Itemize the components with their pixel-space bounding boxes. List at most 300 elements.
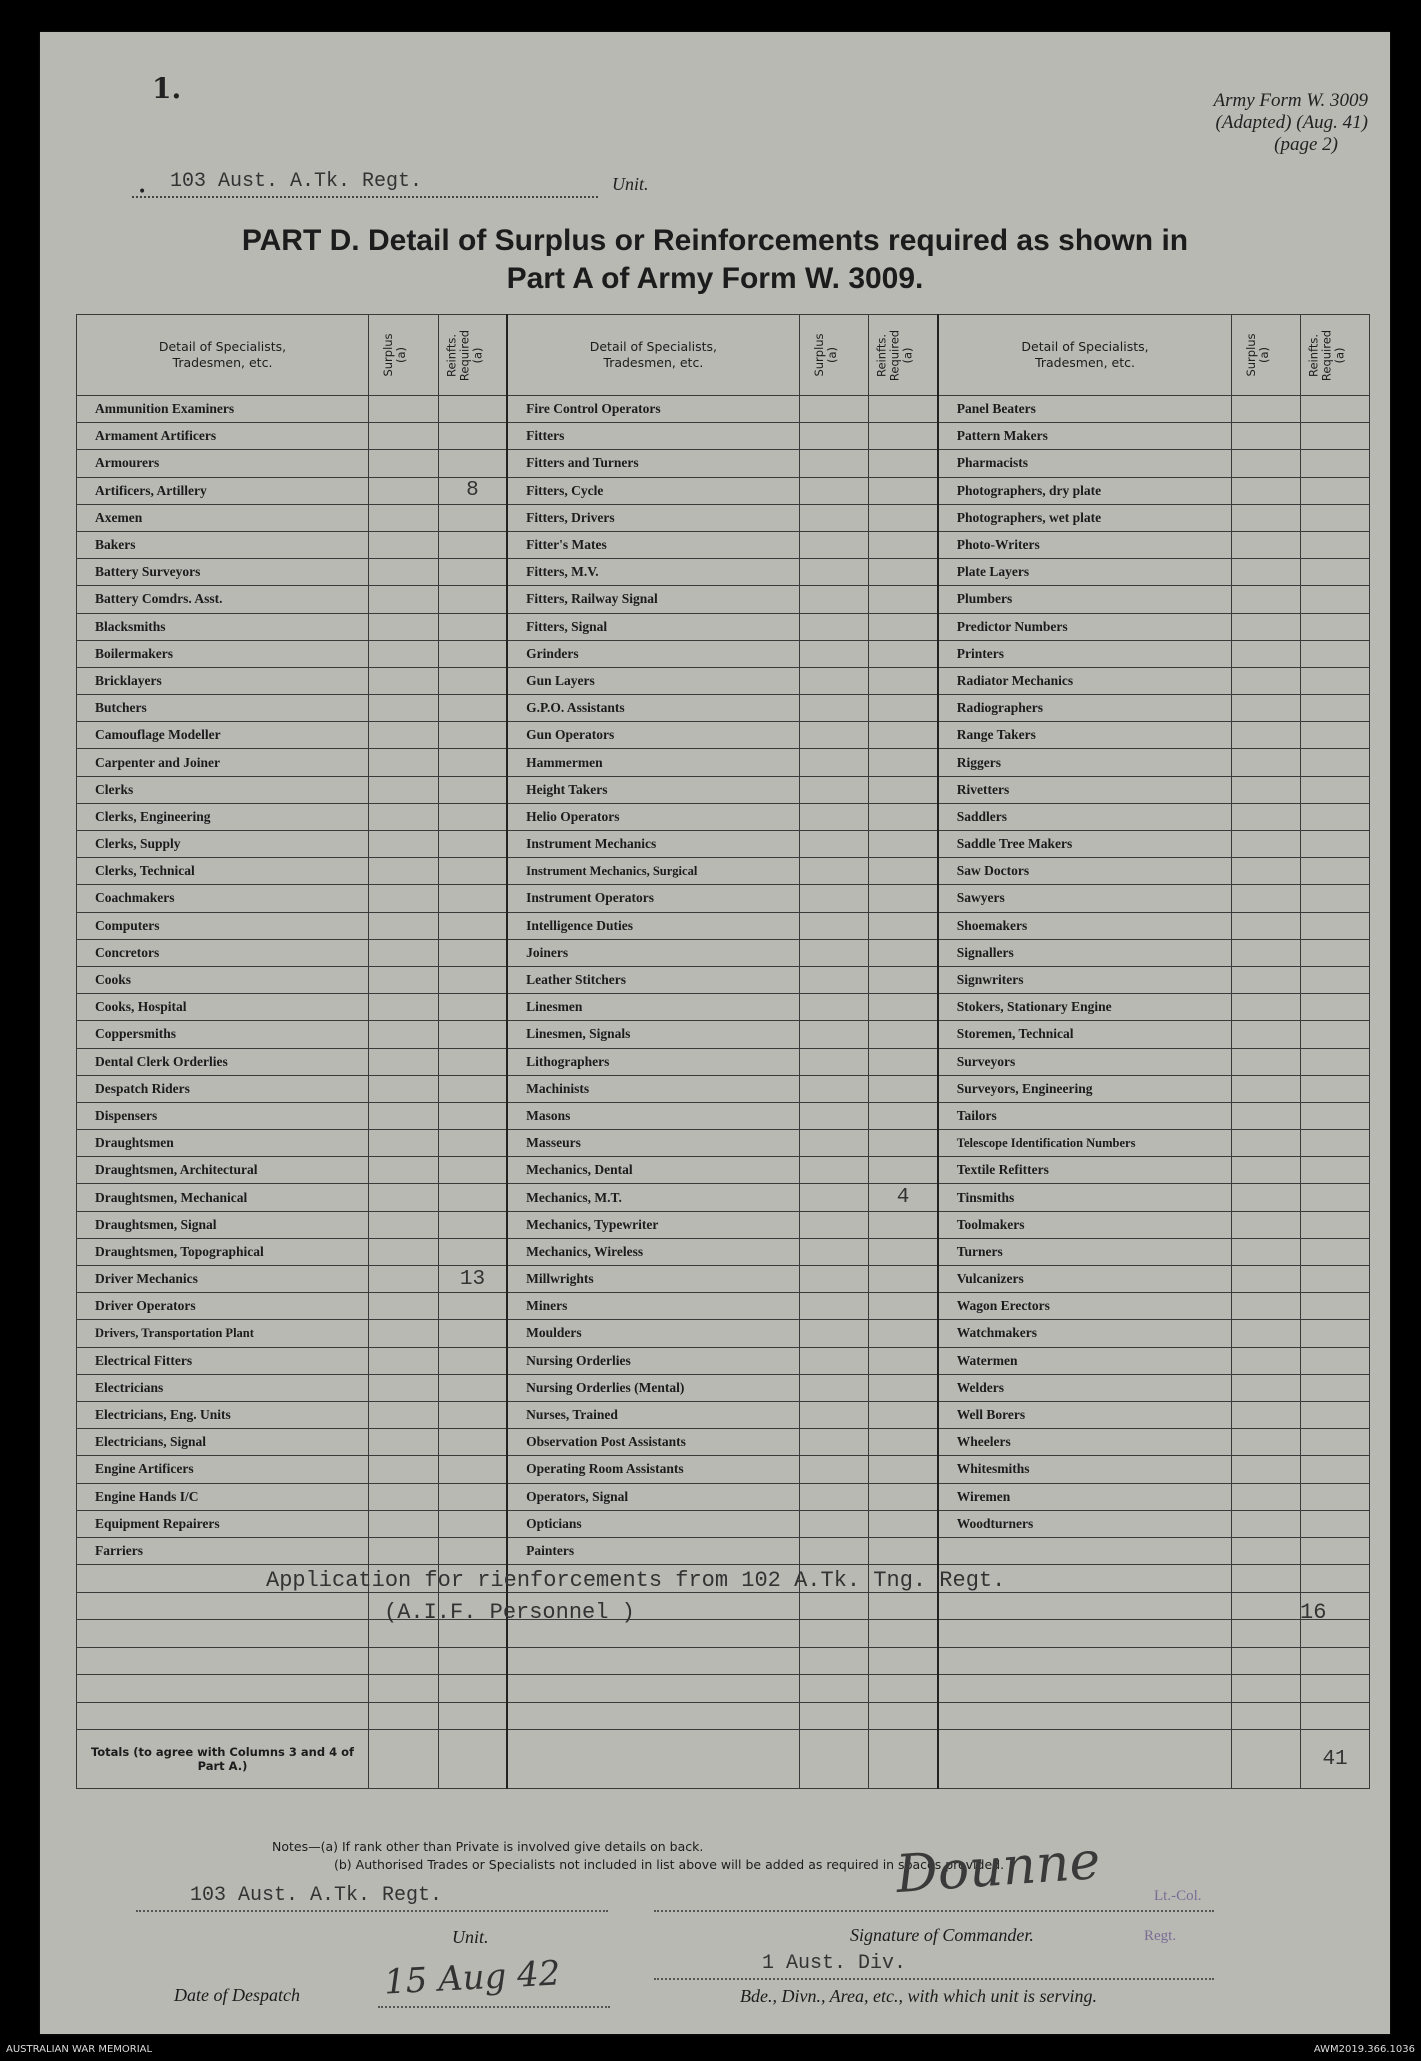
reinfts-cell <box>438 1429 507 1456</box>
surplus-cell <box>799 1211 869 1238</box>
blank-cell <box>799 1647 869 1675</box>
surplus-cell <box>1232 1048 1301 1075</box>
reinfts-cell <box>438 586 507 613</box>
specialist-name: Bricklayers <box>77 667 369 694</box>
surplus-cell <box>368 1130 438 1157</box>
surplus-cell <box>799 1048 869 1075</box>
blank-cell <box>1301 1675 1370 1703</box>
specialist-name: Signwriters <box>938 966 1232 993</box>
specialist-name: Engine Hands I/C <box>77 1483 369 1510</box>
table-row <box>77 1021 1370 1048</box>
table-row <box>77 1048 1370 1075</box>
specialist-name: Dispensers <box>77 1102 369 1129</box>
totals-cell <box>1232 1730 1301 1789</box>
reinfts-cell <box>1301 1510 1370 1537</box>
reinfts-cell <box>1301 994 1370 1021</box>
surplus-cell <box>368 396 438 423</box>
table-row <box>77 640 1370 667</box>
surplus-cell <box>799 1130 869 1157</box>
specialist-name: Clerks <box>77 776 369 803</box>
surplus-cell <box>799 477 869 504</box>
stamp-rank: Lt.-Col. <box>1154 1888 1202 1904</box>
table-row <box>77 1537 1370 1564</box>
surplus-cell <box>368 1157 438 1184</box>
reinfts-cell <box>1301 450 1370 477</box>
surplus-cell <box>1232 1238 1301 1265</box>
specialist-name: Lithographers <box>507 1048 799 1075</box>
table-row <box>77 1429 1370 1456</box>
surplus-cell <box>799 912 869 939</box>
surplus-cell <box>368 1429 438 1456</box>
table-row <box>77 613 1370 640</box>
surplus-cell <box>799 831 869 858</box>
surplus-cell <box>368 559 438 586</box>
specialist-name: Vulcanizers <box>938 1266 1232 1293</box>
blank-row <box>77 1647 1370 1675</box>
specialist-name: Machinists <box>507 1075 799 1102</box>
surplus-cell <box>368 803 438 830</box>
form-identifier <box>1214 90 1368 156</box>
stamp-regt: Regt. <box>1144 1928 1177 1944</box>
header-surplus-3: Surplus (a) <box>1232 315 1301 396</box>
table-row <box>77 396 1370 423</box>
table-row <box>77 885 1370 912</box>
table-row <box>77 559 1370 586</box>
specialist-name: Saddlers <box>938 803 1232 830</box>
blank-cell <box>1232 1675 1301 1703</box>
header-reinfts-3: Reinfts. Required (a) <box>1301 315 1370 396</box>
totals-row <box>77 1730 1370 1789</box>
surplus-cell <box>799 531 869 558</box>
table-row <box>77 1102 1370 1129</box>
reinfts-cell <box>1301 559 1370 586</box>
reinfts-cell <box>869 1157 938 1184</box>
specialist-name: Signallers <box>938 939 1232 966</box>
surplus-cell <box>368 831 438 858</box>
reinfts-cell <box>1301 531 1370 558</box>
blank-cell <box>368 1702 438 1730</box>
surplus-cell <box>799 858 869 885</box>
specialist-name: Tinsmiths <box>938 1184 1232 1211</box>
reinfts-cell <box>1301 1157 1370 1184</box>
specialist-name: Instrument Mechanics <box>507 831 799 858</box>
specialist-name: Coppersmiths <box>77 1021 369 1048</box>
form-page <box>40 32 1390 2034</box>
surplus-cell <box>368 423 438 450</box>
specialist-name: Draughtsmen, Signal <box>77 1211 369 1238</box>
reinfts-cell <box>1301 1320 1370 1347</box>
specialist-name: Range Takers <box>938 722 1232 749</box>
specialist-name: Despatch Riders <box>77 1075 369 1102</box>
table-row <box>77 1483 1370 1510</box>
reinfts-cell <box>869 559 938 586</box>
reinfts-cell <box>1301 1266 1370 1293</box>
typed-personnel: (A.I.F. Personnel ) <box>384 1600 635 1625</box>
specialist-name: Wheelers <box>938 1429 1232 1456</box>
table-row <box>77 1238 1370 1265</box>
specialist-name: Saddle Tree Makers <box>938 831 1232 858</box>
specialist-name: Radiator Mechanics <box>938 667 1232 694</box>
specialist-name: Wiremen <box>938 1483 1232 1510</box>
surplus-cell <box>1232 912 1301 939</box>
reinfts-cell <box>869 1021 938 1048</box>
surplus-cell <box>368 1347 438 1374</box>
blank-cell <box>799 1620 869 1648</box>
note-a: Notes—(a) If rank other than Private is involved give details on back. <box>272 1839 704 1854</box>
reinfts-cell <box>438 504 507 531</box>
surplus-cell <box>368 722 438 749</box>
surplus-cell <box>368 1537 438 1564</box>
reinfts-cell <box>1301 1293 1370 1320</box>
reinfts-cell <box>869 1293 938 1320</box>
reinfts-cell <box>438 1483 507 1510</box>
surplus-cell <box>799 994 869 1021</box>
totals-label: Totals (to agree with Columns 3 and 4 of Part A.) <box>77 1730 369 1789</box>
surplus-cell <box>1232 1347 1301 1374</box>
surplus-cell <box>368 1483 438 1510</box>
blank-cell <box>77 1675 369 1703</box>
surplus-cell <box>1232 966 1301 993</box>
surplus-cell <box>799 1293 869 1320</box>
surplus-cell <box>1232 722 1301 749</box>
footer-unit-value: 103 Aust. A.Tk. Regt. <box>190 1884 443 1907</box>
footer-unit-label: Unit. <box>452 1927 489 1947</box>
reinfts-cell <box>869 722 938 749</box>
reinfts-cell <box>1301 1456 1370 1483</box>
top-mark: 1. <box>152 72 182 105</box>
reinfts-cell <box>438 776 507 803</box>
reinfts-cell <box>869 695 938 722</box>
surplus-cell <box>799 1401 869 1428</box>
surplus-cell <box>1232 1157 1301 1184</box>
reinfts-cell <box>1301 1102 1370 1129</box>
specialist-name: Clerks, Engineering <box>77 803 369 830</box>
surplus-cell <box>368 1211 438 1238</box>
division-label: Bde., Divn., Area, etc., with which unit is serving. <box>740 1986 1097 2006</box>
reinfts-cell <box>438 1456 507 1483</box>
surplus-cell <box>799 695 869 722</box>
surplus-cell <box>368 749 438 776</box>
reinfts-cell: 8 <box>438 477 507 504</box>
specialist-name: Draughtsmen, Architectural <box>77 1157 369 1184</box>
totals-cell <box>799 1730 869 1789</box>
reinfts-cell <box>869 1320 938 1347</box>
specialist-name: Watchmakers <box>938 1320 1232 1347</box>
surplus-cell <box>1232 1130 1301 1157</box>
blank-cell <box>77 1647 369 1675</box>
specialist-name: Fitters, Signal <box>507 613 799 640</box>
specialist-name: Cooks <box>77 966 369 993</box>
specialist-name: Textile Refitters <box>938 1157 1232 1184</box>
table-row <box>77 831 1370 858</box>
reinfts-cell <box>438 722 507 749</box>
blank-cell <box>1232 1565 1301 1593</box>
reinfts-cell <box>869 586 938 613</box>
surplus-cell <box>1232 1184 1301 1211</box>
reinfts-cell <box>438 1021 507 1048</box>
surplus-cell <box>1232 586 1301 613</box>
archive-footer-left: AUSTRALIAN WAR MEMORIAL <box>6 2044 153 2055</box>
table-row <box>77 749 1370 776</box>
surplus-cell <box>368 1401 438 1428</box>
specialist-name: Height Takers <box>507 776 799 803</box>
reinfts-cell <box>438 640 507 667</box>
specialist-name: Fitters and Turners <box>507 450 799 477</box>
reinfts-cell <box>1301 912 1370 939</box>
table-row <box>77 1510 1370 1537</box>
surplus-cell <box>368 450 438 477</box>
blank-cell <box>368 1675 438 1703</box>
reinfts-cell <box>438 1320 507 1347</box>
reinfts-cell <box>869 613 938 640</box>
reinfts-cell <box>1301 1401 1370 1428</box>
header-reinfts-2: Reinfts. Required (a) <box>869 315 938 396</box>
blank-cell <box>1232 1592 1301 1620</box>
signature-label: Signature of Commander. <box>850 1925 1034 1945</box>
surplus-cell <box>799 396 869 423</box>
specialist-name: Clerks, Technical <box>77 858 369 885</box>
unit-field <box>132 170 649 198</box>
specialist-name: Stokers, Stationary Engine <box>938 994 1232 1021</box>
header-spec-2: Detail of Specialists, Tradesmen, etc. <box>507 315 799 396</box>
table-row <box>77 1347 1370 1374</box>
surplus-cell <box>799 640 869 667</box>
surplus-cell <box>1232 504 1301 531</box>
blank-cell <box>438 1647 507 1675</box>
reinfts-cell <box>438 1374 507 1401</box>
reinfts-cell <box>1301 1347 1370 1374</box>
reinfts-cell <box>869 1211 938 1238</box>
specialist-name: Well Borers <box>938 1401 1232 1428</box>
reinfts-cell <box>1301 803 1370 830</box>
surplus-cell <box>799 803 869 830</box>
specialist-name: Leather Stitchers <box>507 966 799 993</box>
surplus-cell <box>799 559 869 586</box>
blank-cell <box>799 1702 869 1730</box>
specialist-name: Concretors <box>77 939 369 966</box>
specialist-name: Operators, Signal <box>507 1483 799 1510</box>
reinfts-cell <box>869 1238 938 1265</box>
table-row <box>77 1184 1370 1211</box>
reinfts-cell <box>438 749 507 776</box>
blank-cell <box>869 1647 938 1675</box>
surplus-cell <box>1232 1374 1301 1401</box>
surplus-cell <box>368 531 438 558</box>
table-row <box>77 667 1370 694</box>
specialist-name: Printers <box>938 640 1232 667</box>
reinfts-cell <box>1301 586 1370 613</box>
surplus-cell <box>368 1510 438 1537</box>
blank-cell <box>938 1675 1232 1703</box>
specialist-name: Battery Surveyors <box>77 559 369 586</box>
reinfts-cell <box>869 477 938 504</box>
reinfts-cell <box>869 450 938 477</box>
reinfts-cell <box>1301 667 1370 694</box>
specialist-name: Electricians <box>77 1374 369 1401</box>
surplus-cell <box>799 1374 869 1401</box>
specialist-name: Photo-Writers <box>938 531 1232 558</box>
blank-row <box>77 1592 1370 1620</box>
blank-cell <box>869 1592 938 1620</box>
blank-row <box>77 1702 1370 1730</box>
table-row <box>77 423 1370 450</box>
specialist-name: Storemen, Technical <box>938 1021 1232 1048</box>
reinfts-cell <box>1301 1483 1370 1510</box>
specialist-name: Moulders <box>507 1320 799 1347</box>
specialist-name: Watermen <box>938 1347 1232 1374</box>
reinfts-cell <box>869 994 938 1021</box>
table-row <box>77 722 1370 749</box>
blank-cell <box>1232 1702 1301 1730</box>
surplus-cell <box>799 423 869 450</box>
specialist-name: Mechanics, Dental <box>507 1157 799 1184</box>
table-row <box>77 1211 1370 1238</box>
form-id-line3: (page 2) <box>1274 134 1338 155</box>
totals-value: 41 <box>1301 1730 1370 1789</box>
surplus-cell <box>799 749 869 776</box>
reinfts-cell <box>438 966 507 993</box>
reinfts-cell <box>1301 1238 1370 1265</box>
surplus-cell <box>799 966 869 993</box>
reinfts-cell <box>438 423 507 450</box>
surplus-cell <box>1232 939 1301 966</box>
table-row <box>77 531 1370 558</box>
reinfts-cell <box>869 1075 938 1102</box>
specialist-name: Rivetters <box>938 776 1232 803</box>
surplus-cell <box>368 858 438 885</box>
specialist-name: Draughtsmen <box>77 1130 369 1157</box>
typed-count-16: 16 <box>1300 1600 1327 1625</box>
blank-cell <box>869 1702 938 1730</box>
specialist-name: Cooks, Hospital <box>77 994 369 1021</box>
surplus-cell <box>1232 450 1301 477</box>
surplus-cell <box>799 1075 869 1102</box>
specialist-name: Driver Mechanics <box>77 1266 369 1293</box>
reinfts-cell <box>869 1347 938 1374</box>
reinfts-cell <box>438 858 507 885</box>
surplus-cell <box>368 1456 438 1483</box>
blank-cell <box>507 1675 799 1703</box>
specialist-name: Shoemakers <box>938 912 1232 939</box>
surplus-cell <box>368 1293 438 1320</box>
surplus-cell <box>1232 885 1301 912</box>
reinfts-cell <box>438 1048 507 1075</box>
surplus-cell <box>368 586 438 613</box>
specialist-name: Farriers <box>77 1537 369 1564</box>
specialist-name: Butchers <box>77 695 369 722</box>
specialist-name: Wagon Erectors <box>938 1293 1232 1320</box>
specialist-name: Engine Artificers <box>77 1456 369 1483</box>
reinfts-cell <box>1301 504 1370 531</box>
specialist-name: Gun Layers <box>507 667 799 694</box>
surplus-cell <box>799 1510 869 1537</box>
table-row <box>77 477 1370 504</box>
reinfts-cell <box>438 1184 507 1211</box>
surplus-cell <box>368 912 438 939</box>
reinfts-cell <box>1301 1048 1370 1075</box>
surplus-cell <box>799 504 869 531</box>
table-row <box>77 1266 1370 1293</box>
specialist-name: Photographers, wet plate <box>938 504 1232 531</box>
specialist-name: Mechanics, Typewriter <box>507 1211 799 1238</box>
surplus-cell <box>1232 640 1301 667</box>
reinfts-cell <box>869 1266 938 1293</box>
totals-cell <box>438 1730 507 1789</box>
surplus-cell <box>799 1320 869 1347</box>
reinfts-cell <box>438 613 507 640</box>
surplus-cell <box>799 586 869 613</box>
surplus-cell <box>799 1537 869 1564</box>
surplus-cell <box>368 667 438 694</box>
surplus-cell <box>1232 396 1301 423</box>
surplus-cell <box>1232 1075 1301 1102</box>
specialist-name: Fitters, M.V. <box>507 559 799 586</box>
specialist-name: Nursing Orderlies <box>507 1347 799 1374</box>
surplus-cell <box>1232 667 1301 694</box>
title-line1: PART D. Detail of Surplus or Reinforcements required as shown in <box>241 224 1189 257</box>
surplus-cell <box>368 885 438 912</box>
surplus-cell <box>799 1429 869 1456</box>
surplus-cell <box>368 1075 438 1102</box>
blank-cell <box>938 1647 1232 1675</box>
reinfts-cell <box>1301 1374 1370 1401</box>
blank-cell <box>938 1592 1232 1620</box>
reinfts-cell <box>869 1483 938 1510</box>
surplus-cell <box>1232 1401 1301 1428</box>
specialist-name: Fitter's Mates <box>507 531 799 558</box>
reinfts-cell <box>1301 776 1370 803</box>
reinfts-cell <box>869 396 938 423</box>
surplus-cell <box>1232 1429 1301 1456</box>
reinfts-cell <box>438 396 507 423</box>
specialist-name: Painters <box>507 1537 799 1564</box>
reinfts-cell <box>1301 1130 1370 1157</box>
specialist-name: Fire Control Operators <box>507 396 799 423</box>
reinfts-cell <box>869 885 938 912</box>
reinfts-cell <box>1301 640 1370 667</box>
table-row <box>77 1075 1370 1102</box>
reinfts-cell <box>869 776 938 803</box>
specialist-name: Fitters, Cycle <box>507 477 799 504</box>
specialist-name: Mechanics, M.T. <box>507 1184 799 1211</box>
surplus-cell <box>368 1021 438 1048</box>
specialist-name: Blacksmiths <box>77 613 369 640</box>
specialist-name: Linesmen, Signals <box>507 1021 799 1048</box>
specialist-name: Clerks, Supply <box>77 831 369 858</box>
reinfts-cell <box>1301 1429 1370 1456</box>
note-b: (b) Authorised Trades or Specialists not included in list above will be added as required in spaces provided. <box>334 1857 1005 1872</box>
table-row <box>77 450 1370 477</box>
specialist-name: Axemen <box>77 504 369 531</box>
specialist-name: Predictor Numbers <box>938 613 1232 640</box>
reinfts-cell <box>869 831 938 858</box>
surplus-cell <box>1232 613 1301 640</box>
blank-cell <box>507 1702 799 1730</box>
reinfts-cell <box>869 966 938 993</box>
header-reinfts-1: Reinfts. Required (a) <box>438 315 507 396</box>
specialist-name: Sawyers <box>938 885 1232 912</box>
surplus-cell <box>1232 695 1301 722</box>
surplus-cell <box>368 640 438 667</box>
reinfts-cell <box>869 1374 938 1401</box>
margin-mark: • <box>138 184 147 200</box>
specialist-name: Tailors <box>938 1102 1232 1129</box>
reinfts-cell: 4 <box>869 1184 938 1211</box>
blank-cell <box>368 1647 438 1675</box>
specialist-name: G.P.O. Assistants <box>507 695 799 722</box>
surplus-cell <box>799 450 869 477</box>
surplus-cell <box>799 667 869 694</box>
